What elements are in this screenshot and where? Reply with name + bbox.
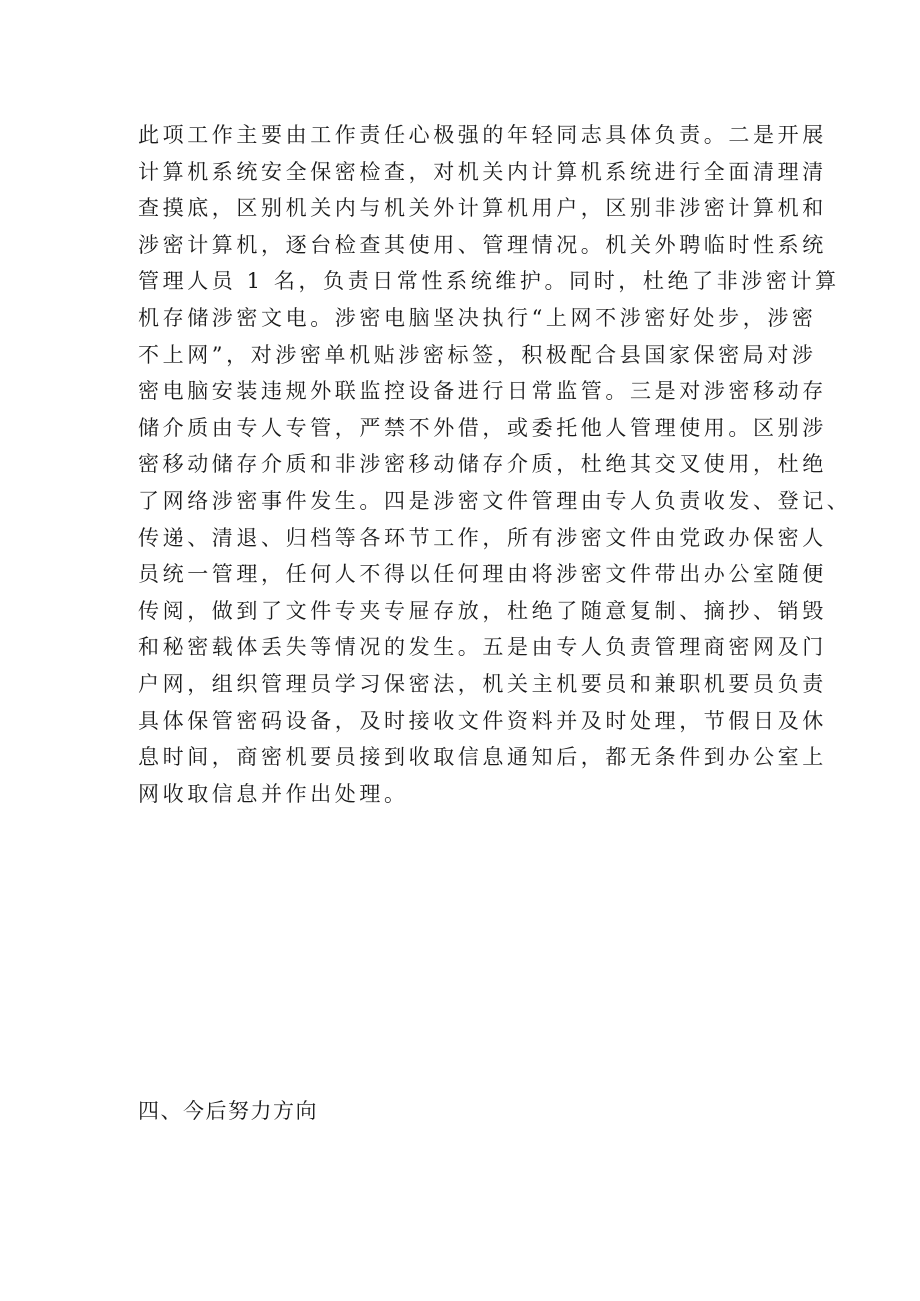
paragraph-line: 储介质由专人专管，严禁不外借，或委托他人管理使用。区别涉: [138, 415, 827, 440]
paragraph-line: 户网，组织管理员学习保密法，机关主机要员和兼职机要员负责: [138, 671, 827, 696]
paragraph-line: 机存储涉密文电。涉密电脑坚决执行“上网不涉密好处步，涉密: [138, 305, 817, 330]
paragraph-line: 了网络涉密事件发生。四是涉密文件管理由专人负责收发、登记、: [138, 488, 852, 513]
paragraph-line: 涉密计算机，逐台检查其使用、管理情况。机关外聘临时性系统: [138, 232, 827, 257]
paragraph-line: 和秘密载体丢失等情况的发生。五是由专人负责管理商密网及门: [138, 635, 827, 660]
paragraph-line: 密移动储存介质和非涉密移动储存介质，杜绝其交叉使用，杜绝: [138, 452, 827, 477]
paragraph-line: 密电脑安装违规外联监控设备进行日常监管。三是对涉密移动存: [138, 379, 827, 404]
paragraph-line: 员统一管理，任何人不得以任何理由将涉密文件带出办公室随便: [138, 562, 827, 587]
body-paragraph: [138, 117, 852, 812]
section-heading: 四、今后努力方向: [138, 1099, 318, 1123]
paragraph-line: 具体保管密码设备，及时接收文件资料并及时处理，节假日及休: [138, 708, 827, 733]
paragraph-line: 计算机系统安全保密检查，对机关内计算机系统进行全面清理清: [138, 159, 827, 184]
paragraph-line: 此项工作主要由工作责任心极强的年轻同志具体负责。二是开展: [138, 123, 827, 147]
paragraph-line: 管理人员 1 名，负责日常性系统维护。同时，杜绝了非涉密计算: [138, 269, 840, 294]
paragraph-line: 查摸底，区别机关内与机关外计算机用户，区别非涉密计算机和: [138, 196, 827, 221]
paragraph-line: 传阅，做到了文件专夹专屉存放，杜绝了随意复制、摘抄、销毁: [138, 598, 827, 623]
paragraph-line: 息时间，商密机要员接到收取信息通知后，都无条件到办公室上: [138, 745, 827, 770]
paragraph-line: 传递、清退、归档等各环节工作，所有涉密文件由党政办保密人: [138, 525, 827, 550]
paragraph-line: 网收取信息并作出处理。: [138, 781, 409, 806]
paragraph-line: 不上网”，对涉密单机贴涉密标签，积极配合县国家保密局对涉: [138, 342, 817, 367]
